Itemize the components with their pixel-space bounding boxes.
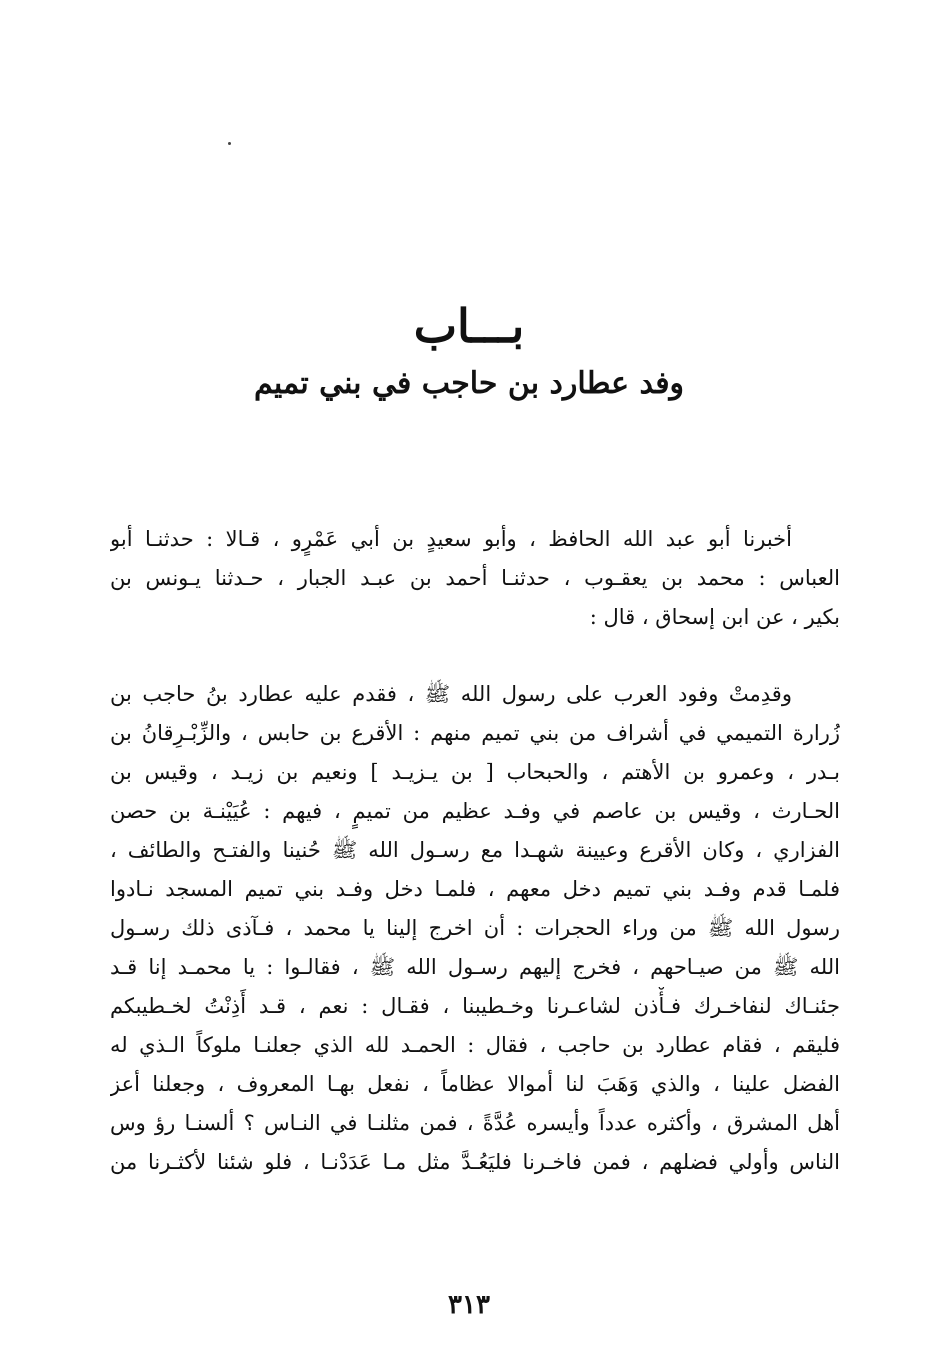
text-line: رسول الله ﷺ من وراء الحجرات : أن اخرج إلينا يا محمد ، فـآذى ذلك رسـول — [110, 916, 840, 940]
text-line: وقدِمتْ وفود العرب على رسول الله ﷺ ، فقدم عليه عطارد بنُ حاجب بن — [110, 682, 792, 706]
chapter-title: وفد عطارد بن حاجب في بني تميم — [253, 366, 685, 401]
paragraph-isnad — [110, 520, 840, 637]
text-line: أخبرنا أبو عبد الله الحافظ ، وأبو سعيدٍ بن أبي عَمْرٍو ، قـالا : حدثنـا أبو — [110, 527, 792, 551]
text-line: الله ﷺ من صيـاحهم ، فخرج إليهم رسـول الله ﷺ ، فقالـوا : يا محمـد إنا قـد — [110, 955, 840, 979]
text-line: زُرارة التميمي في أشراف من بني تميم منهم : الأقرع بن حابس ، والزِّبْـرِقانُ بن — [110, 721, 840, 745]
text-line: بـدر ، وعمرو بن الأهتم ، والحبحاب [ بن يـزيـد ] ونعيم بن زيـد ، وقيس بن — [110, 760, 840, 784]
text-line: الحـارث ، وقيس بن عاصم في وفـد عظيم من تميمٍ ، فيهم : عُيَيْنـة بن حصن — [110, 799, 840, 823]
text-line: جئنـاك لنفاخـرك فـأْذن لشاعـرنا وخـطيبنا ، فقـال : نعم ، قـد أَذِنْتُ لخـطيبكم — [110, 994, 840, 1018]
paragraph-narrative — [110, 675, 840, 1182]
chapter-heading: بـــاب — [413, 299, 525, 353]
scan-speck — [228, 142, 231, 145]
text-line: أهل المشرق ، وأكثره عدداً وأيسره عُدَّةً ، فمن مثلنـا في النـاس ؟ ألسنـا رؤ وس — [110, 1111, 840, 1135]
text-line: فليقم ، فقام عطارد بن حاجب ، فقال : الحمـد لله الذي جعلنـا ملوكاً الـذي له — [110, 1033, 840, 1057]
text-line: الفضل علينا ، والذي وَهَبَ لنا أموالا عظاماً ، نفعل بهـا المعروف ، وجعلنا أعز — [110, 1072, 840, 1096]
text-line: العباس : محمد بن يعقـوب ، حدثنـا أحمد بن عبـد الجبار ، حـدثنا يـونس بن — [110, 566, 840, 590]
text-line: فلمـا قدم وفـد بني تميم دخل معهم ، فلمـا دخل وفـد بني تميم المسجد نـادوا — [110, 877, 840, 901]
text-line: بكير ، عن ابن إسحاق ، قال : — [589, 605, 840, 629]
text-line: الفزاري ، وكان الأقرع وعيينة شهـدا مع رسـول الله ﷺ حُنينا والفتـح والطائف ، — [110, 838, 840, 862]
text-line: الناس وأولي فضلهم ، فمن فاخـرنا فليَعُـدَّ مثل مـا عَدَدْنـا ، فلو شئنا لأكثـرنا من — [110, 1150, 840, 1174]
page-number: ٣١٣ — [448, 1290, 490, 1320]
